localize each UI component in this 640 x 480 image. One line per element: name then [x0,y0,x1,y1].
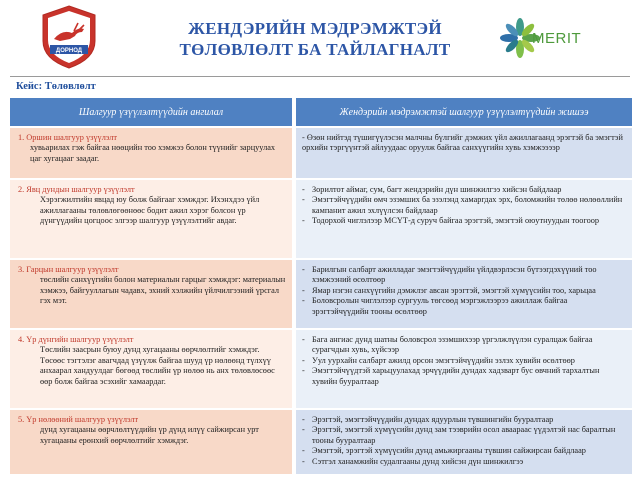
examples-cell [296,128,632,178]
category-cell [10,180,292,258]
slide-title [150,18,480,60]
category-description: хувьарилах гэж байгаа нөөцийн тоо хэмжээ болон түүнийг зарцуулах цаг хугацааг заадаг. [30,143,276,163]
examples-cell [296,330,632,408]
example-item: - Эрэгтэй, эмэгтэйчүүдийн дундах ядуурлын түвшингийн бууралтаар [302,415,554,424]
slide-header [0,0,640,78]
example-item: - Барилгын салбарт ажилладаг эмэгтэйчүүдийн үйлдвэрлэсэн бүтээгдэхүүний тоо хэмжээний өсөлтөөр [302,265,597,285]
category-description: Хэрэгжилтийн явцад юу болж байгааг хэмждэг. Ихэнхдээ үйл ажиллагааны төлөвлөгөөнөөс бодит ажил хэрэг болсон үр дүнгүүдийн цогцоос элгээр шалгуур үзүүлэлтийг авдаг. [40,195,260,226]
example-item: - Эмэгтэйчүүдтэй харьцуулахад эрчүүдийн дундах хадзварт бус өвчний тархалтын хувийн бууралтаар [302,366,600,386]
example-item: - Сэтгэл ханамжийн судалгааны дунд хийсэн дүн шинжилгээ [302,456,524,466]
example-item: - Бага ангиас дунд шатны боловсрол эзэмшихээр үргэлжлүүлэн суралцаж байгаа сурагчдын хувь, хүйсээр [302,335,593,355]
example-item: - Уул уурхайн салбарт ажилд орсон эмэгтэйчүүдийн эзлэх хувийн өсөлтөөр [302,355,575,365]
category-title: 1. Оршин шалгуур үзүүлэлт [18,133,118,142]
table-header [10,98,632,126]
merit-logo-text: MERIT [532,30,582,47]
example-item: - Эмэгтэйчүүдийн өмч эзэмших ба эзэлэнд хамаргдах эрх, боломжийн төлөө нөлөөллийн кампанит ажил эхлүүлсэн байдлаар [302,195,623,215]
category-title: 5. Үр нөлөөний шалгуур үзүүлэлт [18,415,139,424]
example-item: - Зорилтот аймаг, сум, багт жендэрийн дүн шинжилгээ хийсэн байдлаар [302,185,562,194]
dornod-emblem-icon [40,5,98,69]
category-cell [10,330,292,408]
examples-cell [296,410,632,474]
examples-cell [296,260,632,328]
examples-cell [296,180,632,258]
example-item: - Боловсролын чиглэлээр сургууль төгсөөд мэргэжлээрээ ажиллаж байгаа эрэгтэйчүүдийн тооны өсөлтөөр [302,296,568,316]
category-cell [10,260,292,328]
example-item: - Тодорхой чиглэлээр МСҮТ-д суруч байгаа эрэгтэй, эмэгтэй оюутнуудын тоогоор [302,216,600,226]
table-row [10,180,632,258]
emblem-text: ДОРНОД [55,48,83,54]
header-divider [10,76,630,77]
category-description: дунд хугацааны өөрчлөлтүүдийн үр дүнд илүү сайжирсан урт хугацааны ерөнхий өөрчлөлтийг хэмждэг. [40,425,259,445]
title-line-2: ТӨЛӨВЛӨЛТ БА ТАЙЛАГНАЛТ [179,40,451,59]
example-item: - Өзөн нийтэд түшигүүлэсэн малчны бүлгийг дэмжих үйл ажиллагаанд эрэгтэй ба эмэгтэй орхийн тэргүүнтэй айлуудаас оруулж байгаа санхүүгийн хувь хэмжээээр [302,133,623,153]
table-row [10,128,632,178]
indicator-table [10,98,632,474]
category-cell [10,128,292,178]
table-row [10,330,632,408]
col-header-examples: Жендэрийн мэдрэмжтэй шалгуур үзүүлэлтүүдийн жишээ [296,98,632,126]
case-label: Кейс: Төлөвлөлт [16,81,96,92]
category-title: 2. Явц дундын шалгуур үзүүлэлт [18,185,135,194]
table-row [10,260,632,328]
category-description: төслийн санхүүгийн болон материалын гарцыг хэмждэг: материалын хэмжээ, байгууллагын чадавх, эхний хэлжийн үйлчилгээний үрсгал гэх мэт. [40,275,286,306]
title-line-1: ЖЕНДЭРИЙН МЭДРЭМЖТЭЙ [188,19,442,38]
category-title: 3. Гарцын шалгуур үзүүлэлт [18,265,119,274]
category-cell [10,410,292,474]
example-item: - Эрэгтэй, эмэгтэй хүмүүсийн дунд зам тээврийн осол аваараас үүдэлтэй нас баралтын тооны бууралтаар [302,425,616,445]
col-header-categories: Шалгуур үзүүлэлтүүдийн ангилал [10,98,292,126]
example-item: - Ямар нэгэн санхүүгийн дэмжлэг авсан эрэгтэй, эмэгтэй хүмүүсийн тоо, харьцаа [302,285,596,295]
example-item: - Эмэгтэй, эрэгтэй хүмүүсийн дунд амьжиргааны түвшин сайжирсан байдлаар [302,446,586,456]
table-row [10,410,632,474]
category-description: Төслийн заасрын буюу дунд хугацааны өөрчлөлтийг хэмждэг. Төсөөс тэгтэлэг авагчдад үзүүлж байгаа шууд үр нөлөөнд түлхүү анхаарал хандуулдаг бөгөөд төслийн үр нөлөө нь анх төлөвлөсөөс өөр болж байгаа эсэхийг хамаардаг. [40,345,275,386]
category-title: 4. Үр дүнгийн шалгуур үзүүлэлт [18,335,134,344]
